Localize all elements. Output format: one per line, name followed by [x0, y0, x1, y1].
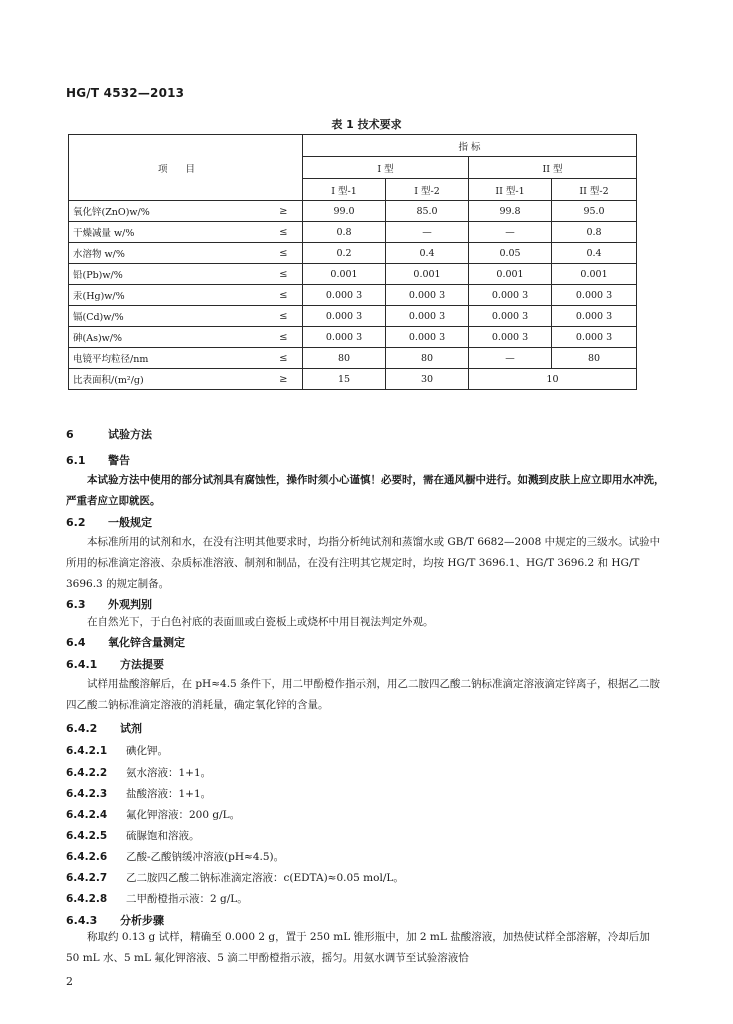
reagent-item [66, 807, 240, 822]
row-value: 10 [469, 369, 637, 390]
section-title: 警告 [108, 454, 130, 467]
section-title: 外观判别 [108, 598, 152, 611]
row-item: 氧化锌(ZnO)w/% [69, 201, 265, 222]
section-6-4-heading [66, 634, 185, 650]
section-title: 氧化锌含量测定 [108, 636, 185, 649]
row-value: 99.0 [303, 201, 386, 222]
row-value: 0.4 [552, 243, 637, 264]
reagent-number: 6.4.2.3 [66, 788, 108, 800]
row-value: 0.8 [552, 222, 637, 243]
subtype-header: I 型-1 [303, 179, 386, 201]
page-number: 2 [66, 975, 73, 988]
row-value: 80 [386, 348, 469, 369]
table-row [69, 285, 637, 306]
row-value: 0.000 3 [552, 306, 637, 327]
row-symbol: ≤ [265, 222, 303, 243]
reagent-number: 6.4.2.6 [66, 851, 108, 863]
reagent-number: 6.4.2.4 [66, 809, 108, 821]
section-title: 方法提要 [120, 658, 164, 671]
reagent-number: 6.4.2.8 [66, 893, 108, 905]
warning-text: 本试验方法中使用的部分试剂具有腐蚀性，操作时须小心谨慎！必要时，需在通风橱中进行。如溅到皮肤上应立即用水冲洗，严重者应立即就医。 [66, 474, 665, 507]
subtype-header: II 型-2 [552, 179, 637, 201]
row-item: 干燥减量 w/% [69, 222, 265, 243]
row-value: 0.000 3 [469, 285, 552, 306]
row-value: 80 [303, 348, 386, 369]
row-item: 汞(Hg)w/% [69, 285, 265, 306]
row-symbol: ≤ [265, 243, 303, 264]
reagent-number: 6.4.2.2 [66, 767, 108, 779]
row-item: 砷(As)w/% [69, 327, 265, 348]
row-value: 99.8 [469, 201, 552, 222]
row-value: 0.2 [303, 243, 386, 264]
section-title: 分析步骤 [120, 914, 164, 927]
table-row [69, 243, 637, 264]
row-symbol: ≥ [265, 201, 303, 222]
row-symbol: ≤ [265, 285, 303, 306]
table-row [69, 201, 637, 222]
section-number: 6 [66, 428, 74, 441]
row-value: 95.0 [552, 201, 637, 222]
row-value: 0.000 3 [552, 327, 637, 348]
section-6-1-heading [66, 452, 130, 468]
row-value: 0.000 3 [386, 327, 469, 348]
reagent-text: 硫脲饱和溶液。 [126, 830, 200, 842]
section-6-4-1-heading [66, 656, 164, 672]
standard-code: HG/T 4532—2013 [66, 86, 185, 100]
reagent-text: 碘化钾。 [126, 745, 168, 757]
row-value: 0.001 [469, 264, 552, 285]
row-value: — [469, 222, 552, 243]
row-value: 0.000 3 [552, 285, 637, 306]
type-header-2: II 型 [469, 157, 637, 179]
reagent-item [66, 849, 284, 864]
row-value: 0.000 3 [469, 327, 552, 348]
item-header: 项目 [69, 135, 303, 201]
section-number: 6.2 [66, 516, 86, 529]
section-6-4-3-heading [66, 912, 164, 928]
row-value: 0.000 3 [303, 285, 386, 306]
row-symbol: ≥ [265, 369, 303, 390]
table-row [69, 222, 637, 243]
reagent-text: 二甲酚橙指示液：2 g/L。 [126, 893, 248, 905]
section-6-3-heading [66, 596, 152, 612]
reagent-item [66, 765, 211, 780]
row-value: — [469, 348, 552, 369]
row-value: 0.001 [552, 264, 637, 285]
reagent-text: 盐酸溶液：1+1。 [126, 788, 212, 800]
reagent-text: 氨水溶液：1+1。 [126, 767, 212, 779]
reagent-item [66, 786, 211, 801]
section-number: 6.3 [66, 598, 86, 611]
reagent-text: 氟化钾溶液：200 g/L。 [126, 809, 241, 821]
row-value: 0.001 [386, 264, 469, 285]
table-row [69, 264, 637, 285]
row-value: 0.000 3 [469, 306, 552, 327]
section-number: 6.4.2 [66, 722, 98, 735]
row-item: 电镜平均粒径/nm [69, 348, 265, 369]
section-title: 试验方法 [108, 428, 152, 441]
table-row [69, 306, 637, 327]
table-row [69, 348, 637, 369]
reagent-number: 6.4.2.1 [66, 745, 108, 757]
row-item: 镉(Cd)w/% [69, 306, 265, 327]
row-item: 水溶物 w/% [69, 243, 265, 264]
analysis-steps-text: 称取约 0.13 g 试样，精确至 0.000 2 g，置于 250 mL 锥形瓶中，加 2 mL 盐酸溶液，加热使试样全部溶解，冷却后加 50 mL 水、5 mL 氟化钾溶液、5 滴二甲酚橙指示液，摇匀。用氨水调节至试验溶液恰 [66, 931, 650, 964]
row-value: 0.4 [386, 243, 469, 264]
row-value: 85.0 [386, 201, 469, 222]
reagent-text: 乙二胺四乙酸二钠标准滴定溶液：c(EDTA)≈0.05 mol/L。 [126, 872, 404, 884]
row-item: 比表面积/(m²/g) [69, 369, 265, 390]
row-value: — [386, 222, 469, 243]
section-number: 6.1 [66, 454, 86, 467]
appearance-text: 在自然光下，于白色衬底的表面皿或白瓷板上或烧杯中用目视法判定外观。 [87, 616, 434, 628]
reagent-item [66, 828, 200, 843]
table-row [69, 327, 637, 348]
section-title: 一般规定 [108, 516, 152, 529]
subtype-header: II 型-1 [469, 179, 552, 201]
subtype-header: I 型-2 [386, 179, 469, 201]
general-provisions-text: 本标准所用的试剂和水，在没有注明其他要求时，均指分析纯试剂和蒸馏水或 GB/T 6682—2008 中规定的三级水。试验中所用的标准滴定溶液、杂质标准溶液、制剂和制品，在没有注明其它规定时，均按 HG/T 3696.1、HG/T 3696.2 和 HG/T 3696.3 的规定制备。 [66, 536, 661, 590]
row-value: 15 [303, 369, 386, 390]
index-header: 指 标 [303, 135, 637, 157]
row-value: 0.000 3 [303, 306, 386, 327]
reagent-number: 6.4.2.5 [66, 830, 108, 842]
reagent-item [66, 891, 248, 906]
table-title: 表 1 技术要求 [331, 118, 402, 131]
row-item: 铅(Pb)w/% [69, 264, 265, 285]
reagent-item [66, 743, 168, 758]
row-value: 80 [552, 348, 637, 369]
row-value: 0.000 3 [386, 285, 469, 306]
type-header-1: I 型 [303, 157, 469, 179]
table-row [69, 369, 637, 390]
reagent-text: 乙酸-乙酸钠缓冲溶液(pH≈4.5)。 [126, 851, 285, 863]
section-6-heading [66, 426, 152, 442]
row-value: 0.001 [303, 264, 386, 285]
row-value: 0.8 [303, 222, 386, 243]
row-value: 0.000 3 [303, 327, 386, 348]
section-number: 6.4.3 [66, 914, 98, 927]
section-6-4-2-heading [66, 720, 142, 736]
row-symbol: ≤ [265, 264, 303, 285]
row-value: 0.05 [469, 243, 552, 264]
row-symbol: ≤ [265, 348, 303, 369]
section-number: 6.4 [66, 636, 86, 649]
technical-requirements-table [68, 134, 637, 390]
row-value: 30 [386, 369, 469, 390]
row-value: 0.000 3 [386, 306, 469, 327]
reagent-item [66, 870, 404, 885]
row-symbol: ≤ [265, 306, 303, 327]
section-title: 试剂 [120, 722, 142, 735]
section-number: 6.4.1 [66, 658, 98, 671]
section-6-2-heading [66, 514, 152, 530]
row-symbol: ≤ [265, 327, 303, 348]
reagent-number: 6.4.2.7 [66, 872, 108, 884]
method-summary-text: 试样用盐酸溶解后，在 pH≈4.5 条件下，用二甲酚橙作指示剂，用乙二胺四乙酸二钠标准滴定溶液滴定锌离子，根据乙二胺四乙酸二钠标准滴定溶液的消耗量，确定氧化锌的含量。 [66, 678, 661, 711]
